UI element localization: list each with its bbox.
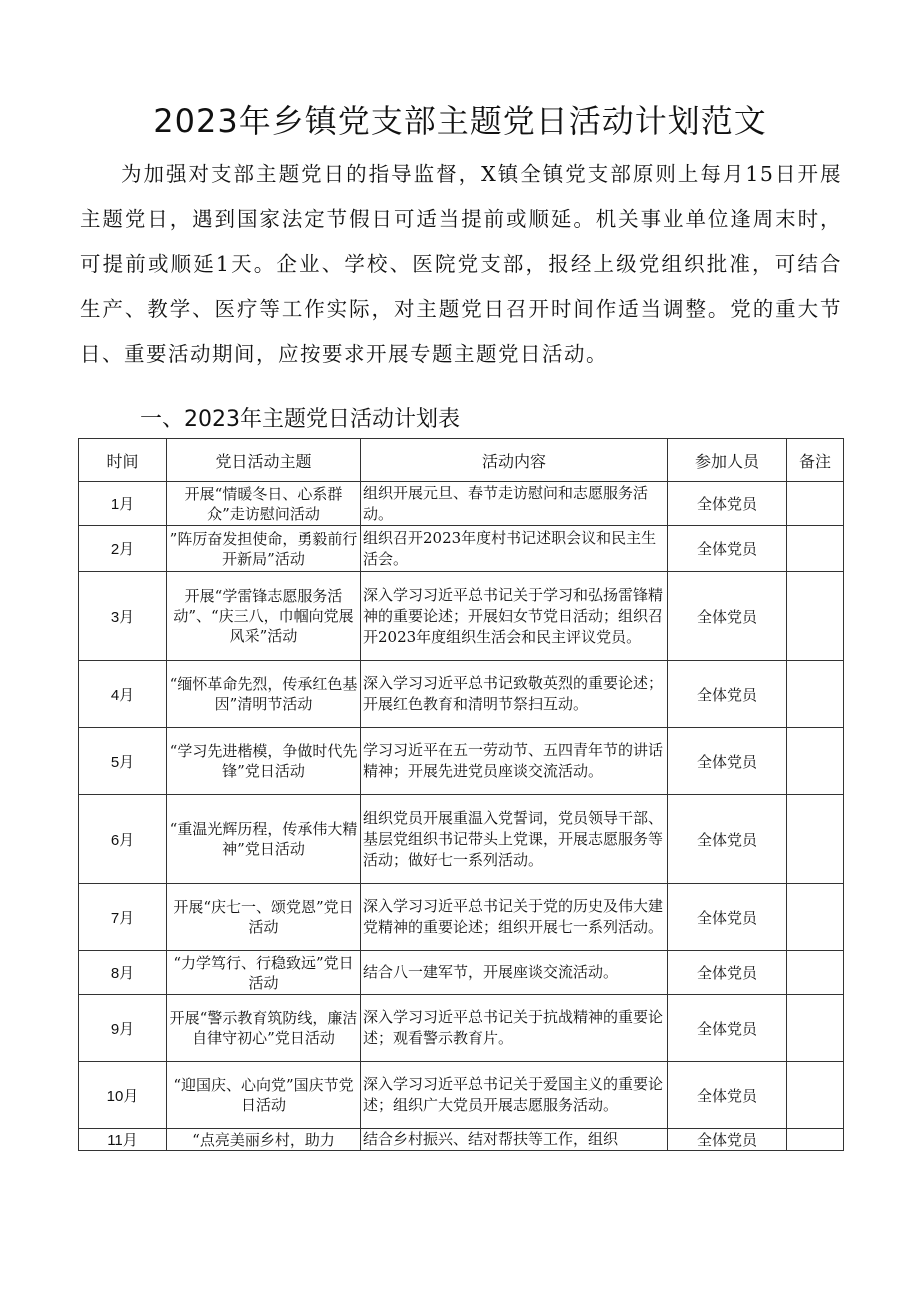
- table-row: [79, 661, 844, 728]
- month-cell: 5月: [79, 728, 167, 795]
- notes-cell: [787, 526, 844, 572]
- header-content: 活动内容: [361, 439, 668, 482]
- notes-cell: [787, 1062, 844, 1129]
- participants-cell: 全体党员: [668, 951, 787, 995]
- header-theme: 党日活动主题: [167, 439, 361, 482]
- notes-cell: [787, 1129, 844, 1151]
- participants-cell: 全体党员: [668, 1129, 787, 1151]
- table-row: [79, 884, 844, 951]
- month-cell: 8月: [79, 951, 167, 995]
- theme-cell: “迎国庆、心向党”国庆节党日活动: [167, 1062, 361, 1129]
- participants-cell: 全体党员: [668, 995, 787, 1062]
- table-row: [79, 795, 844, 884]
- month-cell: 11月: [79, 1129, 167, 1151]
- notes-cell: [787, 951, 844, 995]
- participants-cell: 全体党员: [668, 728, 787, 795]
- notes-cell: [787, 995, 844, 1062]
- theme-cell: 开展“学雷锋志愿服务活动”、“庆三八，巾帼向党展风采”活动: [167, 572, 361, 661]
- theme-cell: 开展“警示教育筑防线，廉洁自律守初心”党日活动: [167, 995, 361, 1062]
- table-row: [79, 526, 844, 572]
- content-cell: 深入学习习近平总书记关于抗战精神的重要论述；观看警示教育片。: [361, 995, 668, 1062]
- theme-cell: 开展“庆七一、颂党恩”党日活动: [167, 884, 361, 951]
- notes-cell: [787, 728, 844, 795]
- month-cell: 7月: [79, 884, 167, 951]
- content-cell: 学习习近平在五一劳动节、五四青年节的讲话精神；开展先进党员座谈交流活动。: [361, 728, 668, 795]
- notes-cell: [787, 795, 844, 884]
- section-heading: 一、2023年主题党日活动计划表: [140, 407, 460, 432]
- activity-plan-table: [78, 438, 844, 1151]
- participants-cell: 全体党员: [668, 526, 787, 572]
- participants-cell: 全体党员: [668, 1062, 787, 1129]
- theme-cell: “点亮美丽乡村，助力: [167, 1129, 361, 1151]
- document-title: 2023年乡镇党支部主题党日活动计划范文: [153, 102, 767, 140]
- table-row: [79, 1129, 844, 1151]
- content-cell: 结合乡村振兴、结对帮扶等工作，组织: [361, 1129, 668, 1151]
- content-cell: 结合八一建军节，开展座谈交流活动。: [361, 951, 668, 995]
- table-row: [79, 572, 844, 661]
- month-cell: 2月: [79, 526, 167, 572]
- content-cell: 组织开展元旦、春节走访慰问和志愿服务活动。: [361, 482, 668, 526]
- month-cell: 4月: [79, 661, 167, 728]
- month-cell: 3月: [79, 572, 167, 661]
- participants-cell: 全体党员: [668, 884, 787, 951]
- table-row: [79, 482, 844, 526]
- theme-cell: “力学笃行、行稳致远”党日活动: [167, 951, 361, 995]
- participants-cell: 全体党员: [668, 482, 787, 526]
- header-time: 时间: [79, 439, 167, 482]
- theme-cell: “缅怀革命先烈，传承红色基因”清明节活动: [167, 661, 361, 728]
- notes-cell: [787, 572, 844, 661]
- content-cell: 深入学习习近平总书记关于爱国主义的重要论述；组织广大党员开展志愿服务活动。: [361, 1062, 668, 1129]
- content-cell: 组织召开2023年度村书记述职会议和民主生活会。: [361, 526, 668, 572]
- table-row: [79, 1062, 844, 1129]
- content-cell: 深入学习习近平总书记关于党的历史及伟大建党精神的重要论述；组织开展七一系列活动。: [361, 884, 668, 951]
- notes-cell: [787, 661, 844, 728]
- theme-cell: “学习先进楷模，争做时代先锋”党日活动: [167, 728, 361, 795]
- month-cell: 9月: [79, 995, 167, 1062]
- theme-cell: 开展“情暖冬日、心系群众”走访慰问活动: [167, 482, 361, 526]
- participants-cell: 全体党员: [668, 661, 787, 728]
- header-participants: 参加人员: [668, 439, 787, 482]
- table-row: [79, 995, 844, 1062]
- table-row: [79, 728, 844, 795]
- content-cell: 深入学习习近平总书记关于学习和弘扬雷锋精神的重要论述；开展妇女节党日活动；组织召开2023年度组织生活会和民主评议党员。: [361, 572, 668, 661]
- month-cell: 1月: [79, 482, 167, 526]
- theme-cell: “重温光辉历程，传承伟大精神”党日活动: [167, 795, 361, 884]
- table-row: [79, 951, 844, 995]
- content-cell: 深入学习习近平总书记致敬英烈的重要论述；开展红色教育和清明节祭扫互动。: [361, 661, 668, 728]
- month-cell: 6月: [79, 795, 167, 884]
- participants-cell: 全体党员: [668, 795, 787, 884]
- table-header-row: [79, 439, 844, 482]
- intro-paragraph: 为加强对支部主题党日的指导监督，X镇全镇党支部原则上每月15日开展主题党日，遇到国家法定节假日可适当提前或顺延。机关事业单位逢周末时，可提前或顺延1天。企业、学校、医院党支部，报经上级党组织批准，可结合生产、教学、医疗等工作实际，对主题党日召开时间作适当调整。党的重大节日、重要活动期间，应按要求开展专题主题党日活动。: [80, 162, 842, 366]
- month-cell: 10月: [79, 1062, 167, 1129]
- content-cell: 组织党员开展重温入党誓词，党员领导干部、基层党组织书记带头上党课，开展志愿服务等活动；做好七一系列活动。: [361, 795, 668, 884]
- theme-cell: ”阵厉奋发担使命，勇毅前行开新局”活动: [167, 526, 361, 572]
- notes-cell: [787, 884, 844, 951]
- header-notes: 备注: [787, 439, 844, 482]
- participants-cell: 全体党员: [668, 572, 787, 661]
- notes-cell: [787, 482, 844, 526]
